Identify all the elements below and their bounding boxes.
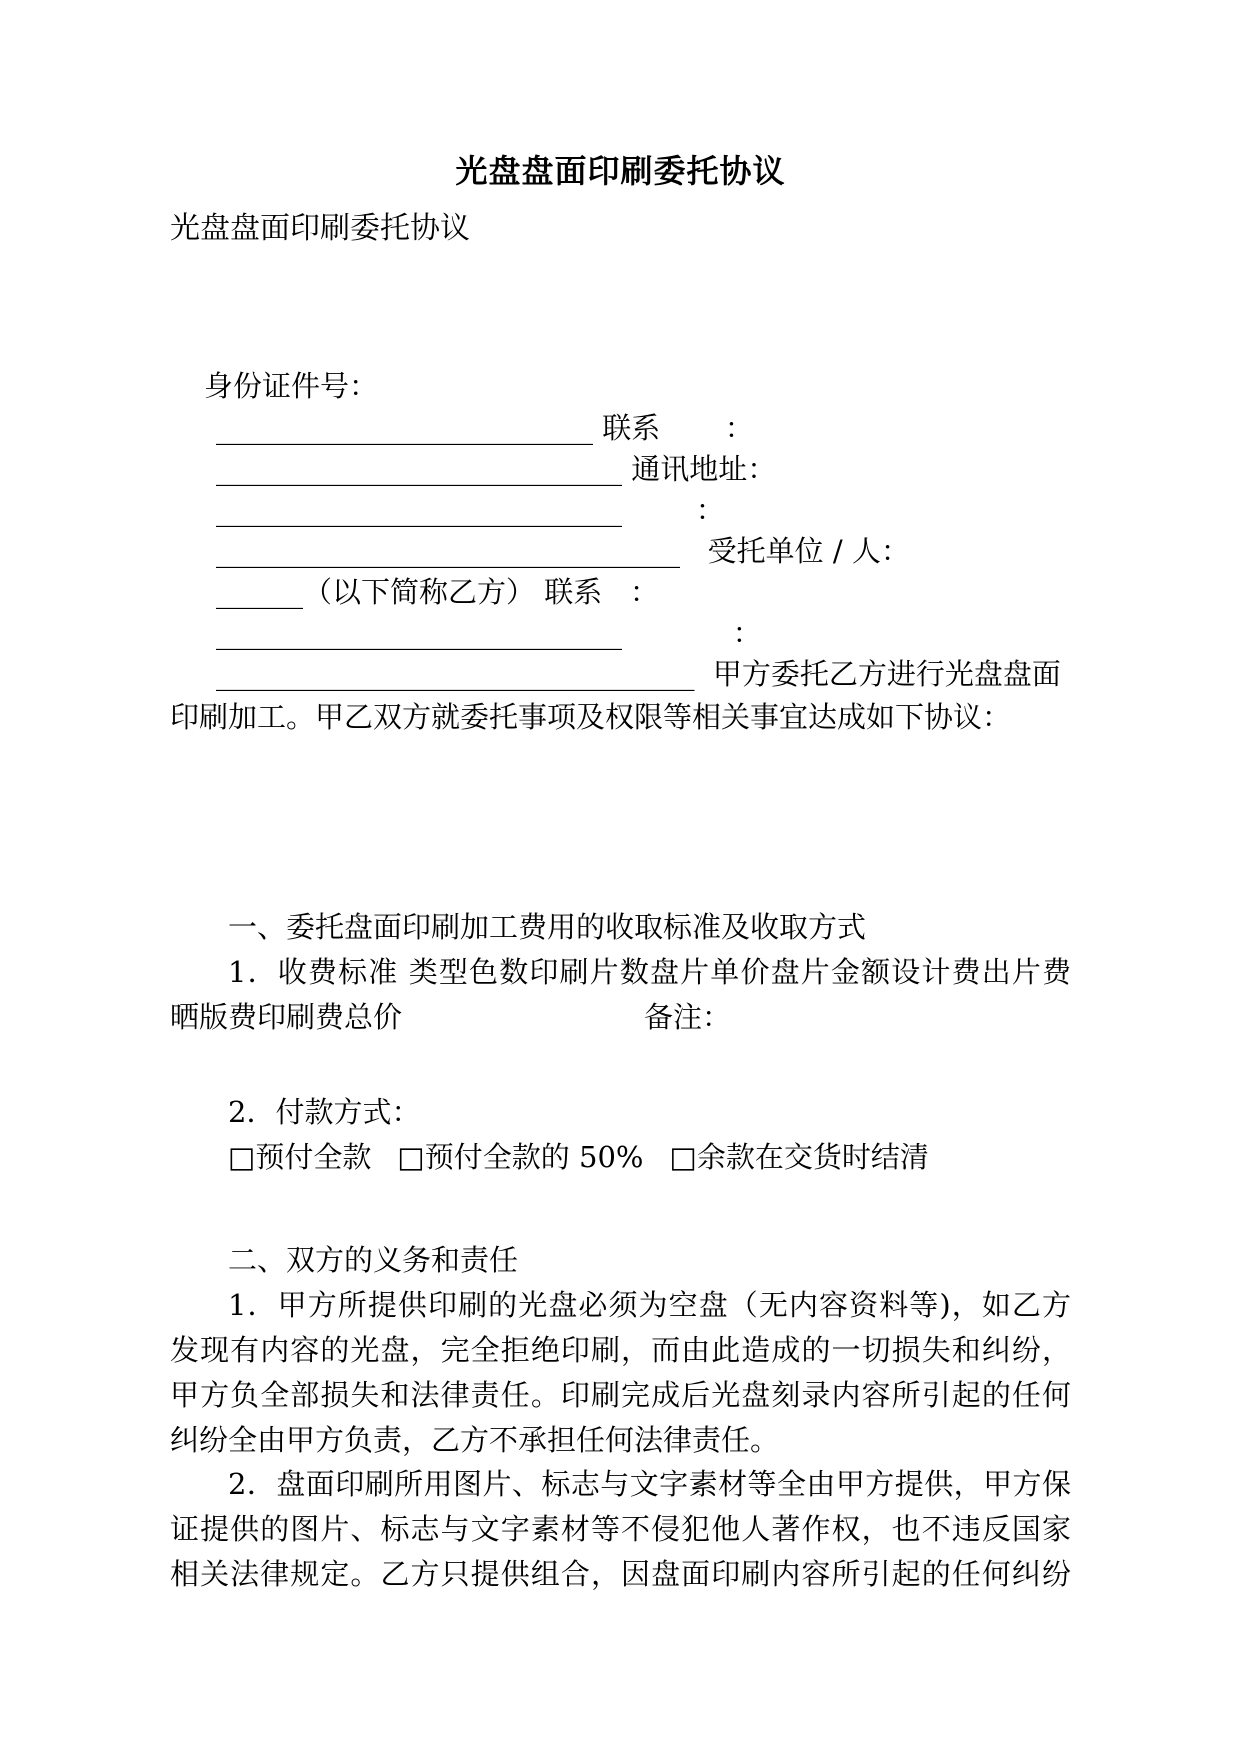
document-title: 光盘盘面印刷委托协议 xyxy=(455,152,786,190)
fee-standard-line-2 xyxy=(170,995,1071,1040)
section-one-heading: 一、委托盘面印刷加工费用的收取标准及收取方式 xyxy=(228,910,867,944)
fee-total-text: 晒版费印刷费总价 xyxy=(170,1000,403,1034)
document-subtitle: 光盘盘面印刷委托协议 xyxy=(170,211,470,246)
checkbox-option-full-prepay[interactable]: □预付全款 xyxy=(228,1140,372,1174)
section-two-heading: 二、双方的义务和责任 xyxy=(228,1243,519,1277)
blank-fill-line-colon-1[interactable]: ____________________________ ： xyxy=(216,493,725,527)
blank-space xyxy=(170,739,1071,905)
blank-fill-line-address[interactable]: ____________________________ 通讯地址： xyxy=(216,452,777,486)
remark-label: 备注： xyxy=(644,1000,732,1034)
obligation-paragraph-line: 证提供的图片、标志与文字素材等不侵犯他人著作权，也不违反国家 xyxy=(170,1512,1071,1546)
blank-space xyxy=(170,1040,1071,1090)
intro-paragraph-tail: 印刷加工。甲乙双方就委托事项及权限等相关事宜达成如下协议： xyxy=(170,700,1012,734)
obligation-paragraph-line: 相关法律规定。乙方只提供组合，因盘面印刷内容所引起的任何纠纷 xyxy=(170,1557,1071,1591)
blank-fill-line-trustee[interactable]: ________________________________ 受托单位 / 人： xyxy=(216,534,910,568)
fee-standard-line-1: 1．收费标准 类型色数印刷片数盘片单价盘片金额设计费出片费 xyxy=(228,955,1071,989)
obligation-paragraph-line: 纠纷全由甲方负责，乙方不承担任何法律责任。 xyxy=(170,1423,780,1457)
id-number-label: 身份证件号： xyxy=(204,369,379,403)
blank-fill-line-colon-2[interactable]: ____________________________ ： xyxy=(216,616,762,650)
obligation-paragraph-line: 2．盘面印刷所用图片、标志与文字素材等全由甲方提供，甲方保 xyxy=(228,1467,1071,1501)
obligation-paragraph-line: 发现有内容的光盘，完全拒绝印刷，而由此造成的一切损失和纠纷， xyxy=(170,1333,1071,1367)
blank-space xyxy=(170,252,1071,364)
obligation-paragraph-line: 1．甲方所提供印刷的光盘必须为空盘（无内容资料等)，如乙方 xyxy=(228,1288,1071,1322)
blank-fill-line-party-b[interactable]: ______（以下简称乙方） 联系 ： xyxy=(216,575,659,609)
payment-options-line xyxy=(170,1135,1071,1180)
blank-fill-line-intro[interactable]: _________________________________ 甲方委托乙方进行光盘盘面 xyxy=(216,657,1061,691)
checkbox-option-balance-on-delivery[interactable]: □余款在交货时结清 xyxy=(669,1140,929,1174)
obligation-paragraph-line: 甲方负全部损失和法律责任。印刷完成后光盘刻录内容所引起的任何 xyxy=(170,1378,1071,1412)
payment-method-heading: 2．付款方式： xyxy=(228,1095,421,1129)
blank-fill-line-contact[interactable]: __________________________ 联系 ： xyxy=(216,411,754,445)
checkbox-option-half-prepay[interactable]: □预付全款的 50% xyxy=(397,1140,644,1174)
blank-space xyxy=(170,1180,1071,1238)
